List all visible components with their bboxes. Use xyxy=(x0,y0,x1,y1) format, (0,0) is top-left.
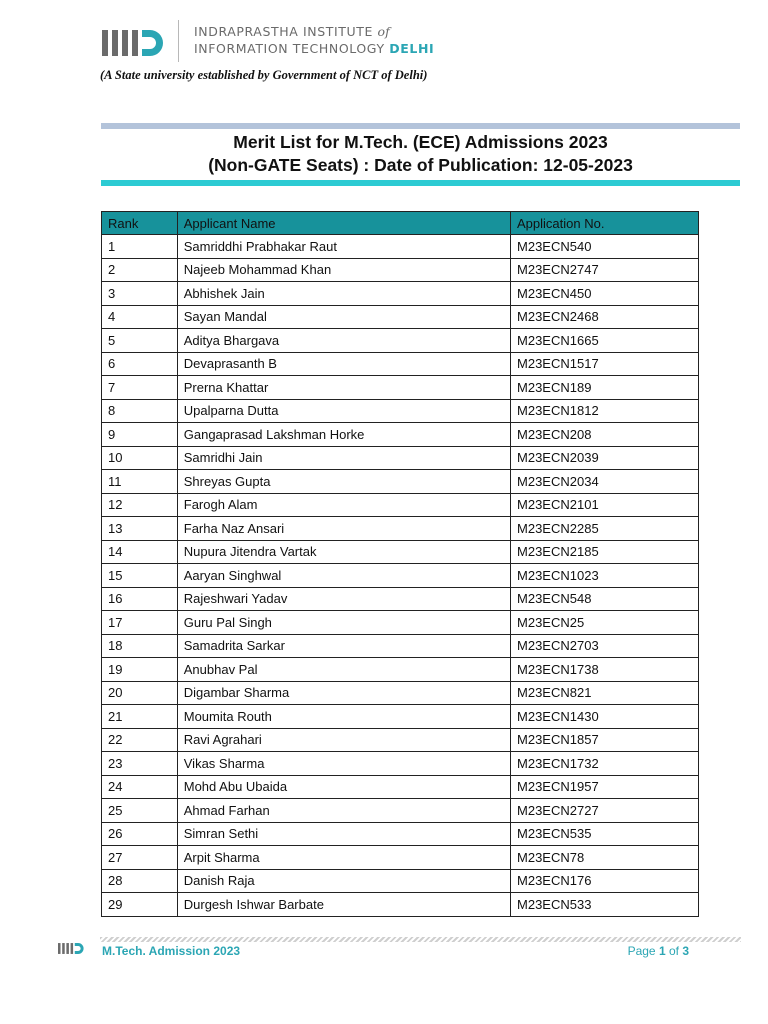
cell-application-no: M23ECN1857 xyxy=(511,728,699,752)
cell-applicant-name: Farha Naz Ansari xyxy=(177,517,510,541)
table-row xyxy=(102,799,699,823)
cell-application-no: M23ECN1957 xyxy=(511,775,699,799)
cell-applicant-name: Najeeb Mohammad Khan xyxy=(177,258,510,282)
cell-application-no: M23ECN2034 xyxy=(511,470,699,494)
table-row xyxy=(102,423,699,447)
cell-application-no: M23ECN1738 xyxy=(511,658,699,682)
footer-page-number: Page 1 of 3 xyxy=(627,944,689,958)
cell-applicant-name: Samriddhi Prabhakar Raut xyxy=(177,235,510,259)
table-row xyxy=(102,681,699,705)
cell-applicant-name: Rajeshwari Yadav xyxy=(177,587,510,611)
cell-application-no: M23ECN535 xyxy=(511,822,699,846)
cell-rank: 6 xyxy=(102,352,178,376)
table-row xyxy=(102,305,699,329)
cell-rank: 10 xyxy=(102,446,178,470)
table-row xyxy=(102,258,699,282)
cell-application-no: M23ECN2468 xyxy=(511,305,699,329)
cell-applicant-name: Moumita Routh xyxy=(177,705,510,729)
cell-application-no: M23ECN2285 xyxy=(511,517,699,541)
cell-application-no: M23ECN2185 xyxy=(511,540,699,564)
cell-application-no: M23ECN450 xyxy=(511,282,699,306)
cell-applicant-name: Devaprasanth B xyxy=(177,352,510,376)
table-row xyxy=(102,352,699,376)
institute-subtitle: (A State university established by Government of NCT of Delhi) xyxy=(100,68,428,82)
cell-rank: 9 xyxy=(102,423,178,447)
cell-application-no: M23ECN1517 xyxy=(511,352,699,376)
table-row xyxy=(102,775,699,799)
column-header-application-no: Application No. xyxy=(511,212,699,235)
cell-applicant-name: Prerna Khattar xyxy=(177,376,510,400)
cell-rank: 15 xyxy=(102,564,178,588)
cell-rank: 26 xyxy=(102,822,178,846)
cell-applicant-name: Arpit Sharma xyxy=(177,846,510,870)
cell-rank: 18 xyxy=(102,634,178,658)
table-row xyxy=(102,282,699,306)
table-row xyxy=(102,564,699,588)
cell-application-no: M23ECN1732 xyxy=(511,752,699,776)
cell-application-no: M23ECN1023 xyxy=(511,564,699,588)
cell-applicant-name: Durgesh Ishwar Barbate xyxy=(177,893,510,917)
cell-rank: 16 xyxy=(102,587,178,611)
cell-application-no: M23ECN1430 xyxy=(511,705,699,729)
cell-rank: 28 xyxy=(102,869,178,893)
table-row xyxy=(102,493,699,517)
table-row xyxy=(102,235,699,259)
cell-application-no: M23ECN2039 xyxy=(511,446,699,470)
table-row xyxy=(102,587,699,611)
cell-applicant-name: Guru Pal Singh xyxy=(177,611,510,635)
cell-applicant-name: Vikas Sharma xyxy=(177,752,510,776)
table-header-row xyxy=(102,212,699,235)
cell-application-no: M23ECN25 xyxy=(511,611,699,635)
title-rule-top xyxy=(101,123,740,129)
table-row xyxy=(102,869,699,893)
cell-applicant-name: Ahmad Farhan xyxy=(177,799,510,823)
cell-rank: 29 xyxy=(102,893,178,917)
table-body xyxy=(102,235,699,917)
table-row xyxy=(102,399,699,423)
cell-rank: 27 xyxy=(102,846,178,870)
cell-application-no: M23ECN548 xyxy=(511,587,699,611)
table-row xyxy=(102,329,699,353)
cell-applicant-name: Upalparna Dutta xyxy=(177,399,510,423)
cell-applicant-name: Aaryan Singhwal xyxy=(177,564,510,588)
cell-rank: 23 xyxy=(102,752,178,776)
table-row xyxy=(102,540,699,564)
cell-rank: 7 xyxy=(102,376,178,400)
column-header-applicant-name: Applicant Name xyxy=(177,212,510,235)
table-row xyxy=(102,446,699,470)
cell-application-no: M23ECN533 xyxy=(511,893,699,917)
cell-rank: 11 xyxy=(102,470,178,494)
cell-applicant-name: Shreyas Gupta xyxy=(177,470,510,494)
cell-rank: 17 xyxy=(102,611,178,635)
cell-applicant-name: Anubhav Pal xyxy=(177,658,510,682)
cell-applicant-name: Aditya Bhargava xyxy=(177,329,510,353)
table-row xyxy=(102,376,699,400)
table-row xyxy=(102,705,699,729)
cell-rank: 14 xyxy=(102,540,178,564)
title-line-1: Merit List for M.Tech. (ECE) Admissions 2023 xyxy=(233,132,608,152)
cell-rank: 24 xyxy=(102,775,178,799)
cell-applicant-name: Digambar Sharma xyxy=(177,681,510,705)
cell-applicant-name: Gangaprasad Lakshman Horke xyxy=(177,423,510,447)
footer-iiitd-logo xyxy=(58,942,84,955)
cell-applicant-name: Simran Sethi xyxy=(177,822,510,846)
table-row xyxy=(102,470,699,494)
cell-application-no: M23ECN1665 xyxy=(511,329,699,353)
cell-applicant-name: Mohd Abu Ubaida xyxy=(177,775,510,799)
cell-rank: 5 xyxy=(102,329,178,353)
institute-name-line1: INDRAPRASTHA INSTITUTE of xyxy=(194,24,390,39)
cell-application-no: M23ECN821 xyxy=(511,681,699,705)
institute-header xyxy=(100,18,435,66)
cell-application-no: M23ECN189 xyxy=(511,376,699,400)
table-row xyxy=(102,517,699,541)
cell-rank: 3 xyxy=(102,282,178,306)
cell-applicant-name: Ravi Agrahari xyxy=(177,728,510,752)
table-row xyxy=(102,846,699,870)
institute-name-line2: INFORMATION TECHNOLOGY DELHI xyxy=(194,41,435,56)
cell-application-no: M23ECN78 xyxy=(511,846,699,870)
cell-applicant-name: Nupura Jitendra Vartak xyxy=(177,540,510,564)
footer-document-label: M.Tech. Admission 2023 xyxy=(102,944,241,958)
cell-rank: 19 xyxy=(102,658,178,682)
cell-application-no: M23ECN1812 xyxy=(511,399,699,423)
cell-rank: 2 xyxy=(102,258,178,282)
table-row xyxy=(102,634,699,658)
cell-rank: 13 xyxy=(102,517,178,541)
title-rule-bottom xyxy=(101,180,740,186)
table-row xyxy=(102,611,699,635)
title-line-2: (Non-GATE Seats) : Date of Publication: 12-05-2023 xyxy=(208,155,633,175)
cell-application-no: M23ECN2101 xyxy=(511,493,699,517)
cell-application-no: M23ECN2747 xyxy=(511,258,699,282)
logo-divider xyxy=(178,20,179,62)
table-row xyxy=(102,822,699,846)
cell-applicant-name: Samadrita Sarkar xyxy=(177,634,510,658)
document-title xyxy=(101,131,740,177)
table-row xyxy=(102,893,699,917)
cell-rank: 20 xyxy=(102,681,178,705)
cell-application-no: M23ECN2703 xyxy=(511,634,699,658)
cell-rank: 8 xyxy=(102,399,178,423)
cell-applicant-name: Sayan Mandal xyxy=(177,305,510,329)
table-row xyxy=(102,752,699,776)
cell-rank: 21 xyxy=(102,705,178,729)
cell-rank: 1 xyxy=(102,235,178,259)
table-row xyxy=(102,728,699,752)
cell-applicant-name: Danish Raja xyxy=(177,869,510,893)
cell-rank: 4 xyxy=(102,305,178,329)
cell-rank: 25 xyxy=(102,799,178,823)
merit-list-table xyxy=(101,211,699,917)
footer-divider xyxy=(100,937,741,942)
cell-application-no: M23ECN176 xyxy=(511,869,699,893)
cell-application-no: M23ECN208 xyxy=(511,423,699,447)
cell-rank: 12 xyxy=(102,493,178,517)
cell-application-no: M23ECN540 xyxy=(511,235,699,259)
iiitd-logo xyxy=(102,28,164,58)
cell-applicant-name: Abhishek Jain xyxy=(177,282,510,306)
table-row xyxy=(102,658,699,682)
cell-rank: 22 xyxy=(102,728,178,752)
column-header-rank: Rank xyxy=(102,212,178,235)
cell-application-no: M23ECN2727 xyxy=(511,799,699,823)
cell-applicant-name: Farogh Alam xyxy=(177,493,510,517)
cell-applicant-name: Samridhi Jain xyxy=(177,446,510,470)
